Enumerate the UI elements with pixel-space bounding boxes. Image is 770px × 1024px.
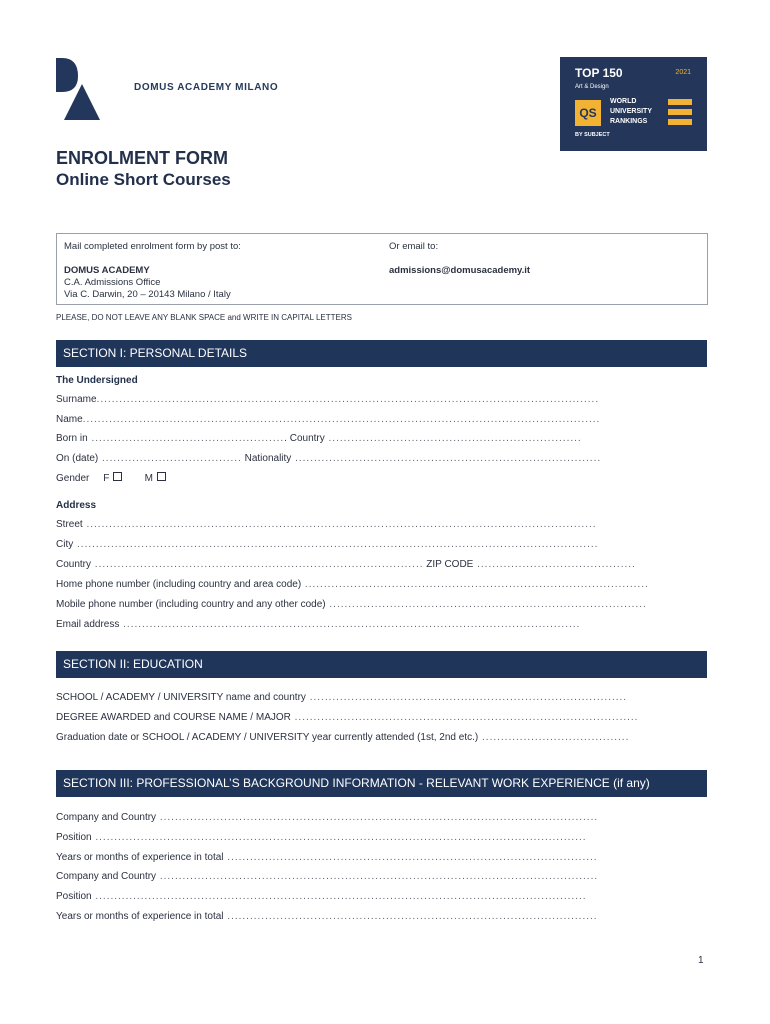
instruction-note: PLEASE, DO NOT LEAVE ANY BLANK SPACE and WRITE IN CAPITAL LETTERS (56, 313, 352, 322)
school-field[interactable]: SCHOOL / ACADEMY / UNIVERSITY name and country .................................................................................... (56, 692, 628, 703)
name-field[interactable]: Name......................................................................................................................................... (56, 414, 601, 425)
badge-bar (668, 109, 692, 115)
email-field[interactable]: Email address ......................................................................................................................... (56, 619, 581, 630)
logo-text: DOMUS ACADEMY MILANO (134, 82, 279, 93)
country-zip-field[interactable]: Country ....................................................................................... ZIP CODE .......................................... (56, 559, 636, 570)
company-field-1[interactable]: Company and Country .................................................................................................................... (56, 812, 599, 823)
section-1-header: SECTION I: PERSONAL DETAILS (56, 340, 707, 367)
post-office: C.A. Admissions Office (64, 277, 161, 288)
born-in-field[interactable]: Born in .................................................... Country ................................................................... (56, 433, 582, 444)
post-org: DOMUS ACADEMY (64, 265, 150, 276)
badge-bar (668, 119, 692, 125)
post-label: Mail completed enrolment form by post to: (64, 241, 241, 252)
graduation-field[interactable]: Graduation date or SCHOOL / ACADEMY / UNIVERSITY year currently attended (1st, 2nd etc.) ....................................... (56, 732, 630, 743)
experience-field-1[interactable]: Years or months of experience in total .................................................................................................. (56, 852, 598, 863)
form-subtitle: Online Short Courses (56, 170, 231, 189)
badge-top: TOP 150 (575, 66, 623, 80)
gender-m-checkbox[interactable] (157, 472, 166, 481)
mail-info-box (56, 233, 708, 305)
post-address: Via C. Darwin, 20 – 20143 Milano / Italy (64, 289, 231, 300)
experience-field-2[interactable]: Years or months of experience in total .................................................................................................. (56, 911, 598, 922)
qs-logo: QS (575, 100, 601, 126)
qs-ranking-badge (560, 57, 707, 151)
street-field[interactable]: Street ....................................................................................................................................... (56, 519, 597, 530)
section-2-header: SECTION II: EDUCATION (56, 651, 707, 678)
badge-subtitle: Art & Design (575, 84, 609, 90)
badge-year: 2021 (675, 69, 691, 76)
form-title: ENROLMENT FORM (56, 148, 228, 168)
position-field-1[interactable]: Position .................................................................................................................................. (56, 832, 587, 843)
page-number: 1 (698, 955, 704, 966)
position-field-2[interactable]: Position .................................................................................................................................. (56, 891, 587, 902)
degree-field[interactable]: DEGREE AWARDED and COURSE NAME / MAJOR ........................................................................................... (56, 712, 639, 723)
gender-f-checkbox[interactable] (113, 472, 122, 481)
badge-rankings: WORLD UNIVERSITY RANKINGS (610, 98, 653, 125)
home-phone-field[interactable]: Home phone number (including country and area code) ........................................................................................... (56, 579, 649, 590)
mobile-phone-field[interactable]: Mobile phone number (including country and any other code) .................................................................................... (56, 599, 647, 610)
badge-bar (668, 99, 692, 105)
address-heading: Address (56, 500, 97, 511)
section-3-header: SECTION III: PROFESSIONAL’S BACKGROUND INFORMATION - RELEVANT WORK EXPERIENCE (if any) (56, 770, 707, 797)
badge-by-subject: BY SUBJECT (575, 132, 610, 138)
gender-field: Gender F M (56, 472, 707, 486)
admissions-email-link[interactable]: admissions@domusacademy.it (389, 265, 531, 276)
surname-field[interactable]: Surname..................................................................................................................................... (56, 394, 600, 405)
undersigned-heading: The Undersigned (56, 375, 138, 386)
date-nationality-field[interactable]: On (date) ..................................... Nationality ................................................................................. (56, 453, 602, 464)
city-field[interactable]: City .......................................................................................................................................... (56, 539, 599, 550)
company-field-2[interactable]: Company and Country .................................................................................................................... (56, 871, 599, 882)
email-label: Or email to: (389, 241, 439, 252)
domus-logo-mark (56, 58, 100, 122)
